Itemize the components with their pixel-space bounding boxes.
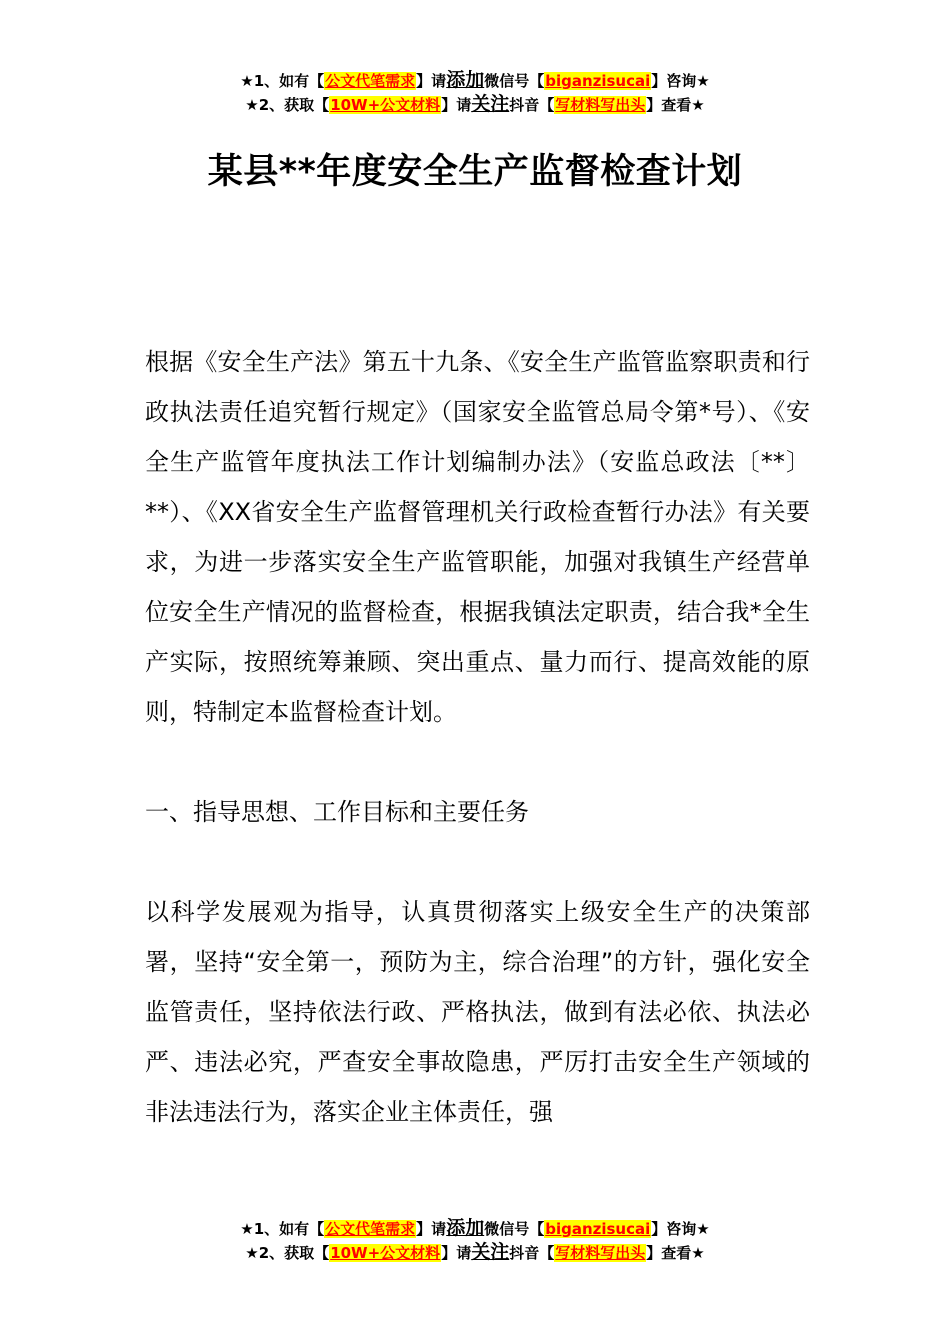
footer-banner-line-1	[0, 1216, 950, 1240]
banner-line2-mid1: 】请	[441, 96, 472, 114]
banner-line1-suffix: 】咨询★	[651, 72, 710, 90]
footer-douyin-id: 写材料写出头	[555, 1244, 646, 1262]
footer-line1-suffix: 】咨询★	[651, 1220, 710, 1238]
footer-line1-mid2: 微信号【	[484, 1220, 545, 1238]
banner-douyin-id: 写材料写出头	[555, 96, 646, 114]
paragraph-guiding: 以科学发展观为指导，认真贯彻落实上级安全生产的决策部署，坚持“安全第一，预防为主，综合治理”的方针，强化安全监管责任，坚持依法行政、严格执法，做到有法必依、执法必严、违法必究，严查安全事故隐患，严厉打击安全生产领域的非法违法行为，落实企业主体责任，强	[145, 898, 810, 1126]
footer-line2-big: 关注	[471, 1241, 510, 1263]
banner-line2-prefix: ★2、获取【	[245, 96, 330, 114]
footer-wechat-id: biganzisucai	[545, 1220, 651, 1238]
footer-line1-mid1: 】请	[416, 1220, 447, 1238]
footer-service-highlight: 公文代笔需求	[325, 1220, 416, 1238]
banner-service-highlight: 公文代笔需求	[325, 72, 416, 90]
banner-line1-mid1: 】请	[416, 72, 447, 90]
banner-materials-highlight: 10W+公文材料	[330, 96, 441, 114]
document-title: 某县**年度安全生产监督检查计划	[207, 152, 743, 192]
banner-line-1	[0, 68, 950, 92]
banner-line1-mid2: 微信号【	[484, 72, 545, 90]
banner-line2-suffix: 】查看★	[646, 96, 705, 114]
banner-line2-mid2: 抖音【	[509, 96, 555, 114]
footer-line2-mid1: 】请	[441, 1244, 472, 1262]
section-heading: 一、指导思想、工作目标和主要任务	[145, 798, 529, 826]
footer-line2-prefix: ★2、获取【	[245, 1244, 330, 1262]
banner-line2-big: 关注	[471, 93, 510, 115]
banner-wechat-id: biganzisucai	[545, 72, 651, 90]
header-banner	[0, 68, 950, 116]
footer-line1-big: 添加	[446, 1217, 485, 1239]
document-body	[145, 337, 810, 1137]
footer-banner-line-2	[0, 1240, 950, 1264]
banner-line1-prefix: ★1、如有【	[240, 72, 325, 90]
footer-line2-mid2: 抖音【	[509, 1244, 555, 1262]
footer-banner	[0, 1216, 950, 1264]
paragraph-intro: 根据《安全生产法》第五十九条、《安全生产监管监察职责和行政执法责任追究暂行规定》（国家安全监管总局令第*号）、《安全生产监管年度执法工作计划编制办法》（安监总政法〔**〕**）、《XX省安全生产监督管理机关行政检查暂行办法》有关要求，为进一步落实安全生产监管职能，加强对我镇生产经营单位安全生产情况的监督检查，根据我镇法定职责，结合我*全生产实际，按照统筹兼顾、突出重点、量力而行、提高效能的原则，特制定本监督检查计划。	[145, 348, 810, 726]
banner-line-2	[0, 92, 950, 116]
banner-line1-big: 添加	[446, 69, 485, 91]
footer-line2-suffix: 】查看★	[646, 1244, 705, 1262]
footer-line1-prefix: ★1、如有【	[240, 1220, 325, 1238]
footer-materials-highlight: 10W+公文材料	[330, 1244, 441, 1262]
